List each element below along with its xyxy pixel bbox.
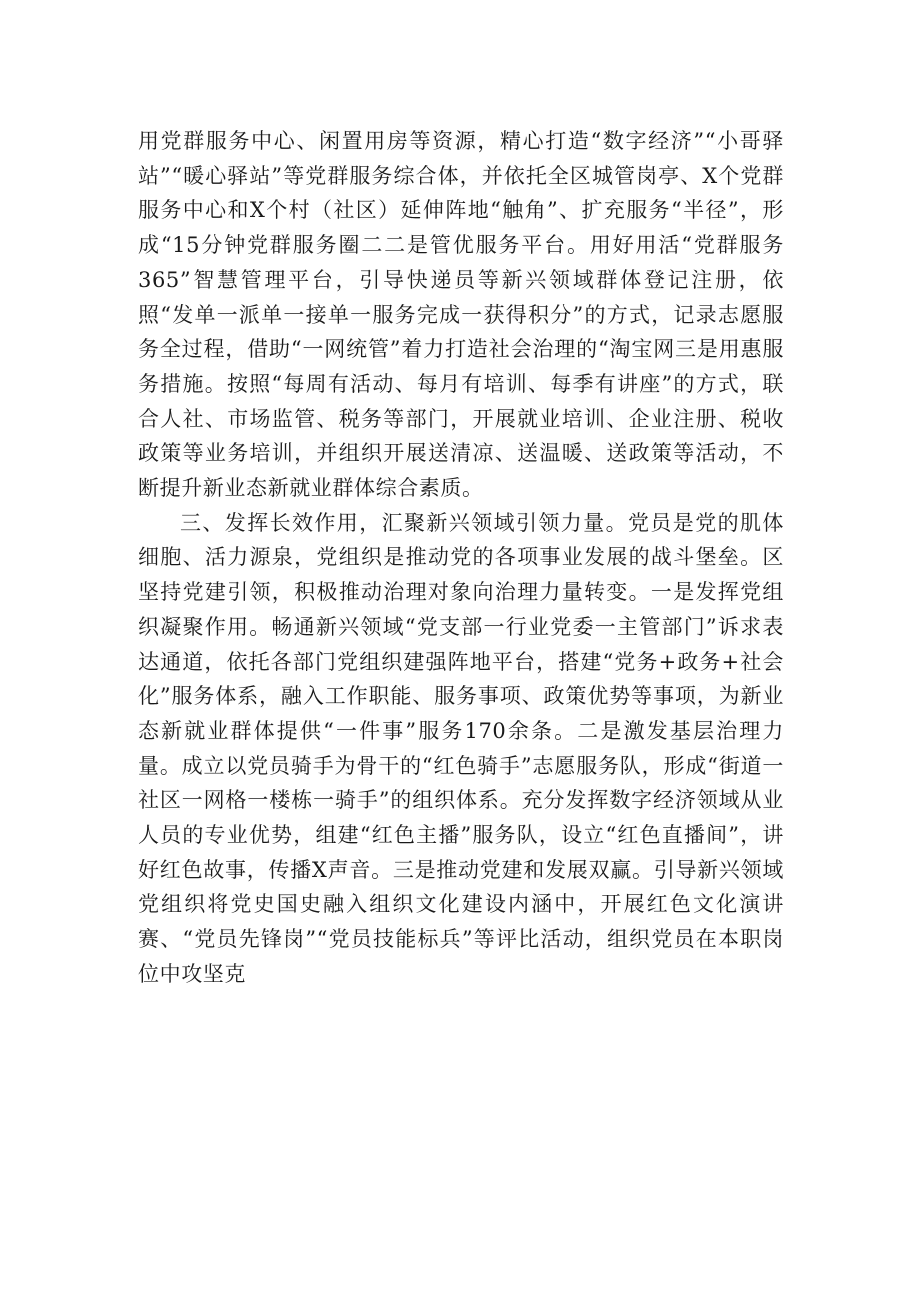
paragraph-section-three: 三、发挥长效作用，汇聚新兴领域引领力量。党员是党的肌体细胞、活力源泉，党组织是推动党的各项事业发展的战斗堡垒。区坚持党建引领，积极推动治理对象向治理力量转变。一是发挥党组织凝聚作用。畅通新兴领域“党支部一行业党委一主管部门”诉求表达通道，依托各部门党组织建强阵地平台，搭建“党务+政务+社会化”服务体系，融入工作职能、服务事项、政策优势等事项，为新业态新就业群体提供“一件事”服务170余条。二是激发基层治理力量。成立以党员骑手为骨干的“红色骑手”志愿服务队，形成“街道一社区一网格一楼栋一骑手”的组织体系。充分发挥数字经济领域从业人员的专业优势，组建“红色主播”服务队，设立“红色直播间”，讲好红色故事，传播X声音。三是推动党建和发展双赢。引导新兴领域党组织将党史国史融入组织文化建设内涵中，开展红色文化演讲赛、“党员先锋岗”“党员技能标兵”等评比活动，组织党员在本职岗位中攻坚克 (138, 510, 784, 986)
document-page (138, 124, 784, 992)
paragraph-service-platform: 用党群服务中心、闲置用房等资源，精心打造“数字经济”“小哥驿站”“暖心驿站”等党群服务综合体，并依托全区城管岗亭、X个党群服务中心和X个村（社区）延伸阵地“触角”、扩充服务“半径”，形成“15分钟党群服务圈二二是管优服务平台。用好用活“党群服务365”智慧管理平台，引导快递员等新兴领域群体登记注册，依照“发单一派单一接单一服务完成一获得积分”的方式，记录志愿服务全过程，借助“一网统管”着力打造社会治理的“淘宝网三是用惠服务措施。按照“每周有活动、每月有培训、每季有讲座”的方式，联合人社、市场监管、税务等部门，开展就业培训、企业注册、税收政策等业务培训，并组织开展送清凉、送温暖、送政策等活动，不断提升新业态新就业群体综合素质。 (138, 129, 784, 501)
